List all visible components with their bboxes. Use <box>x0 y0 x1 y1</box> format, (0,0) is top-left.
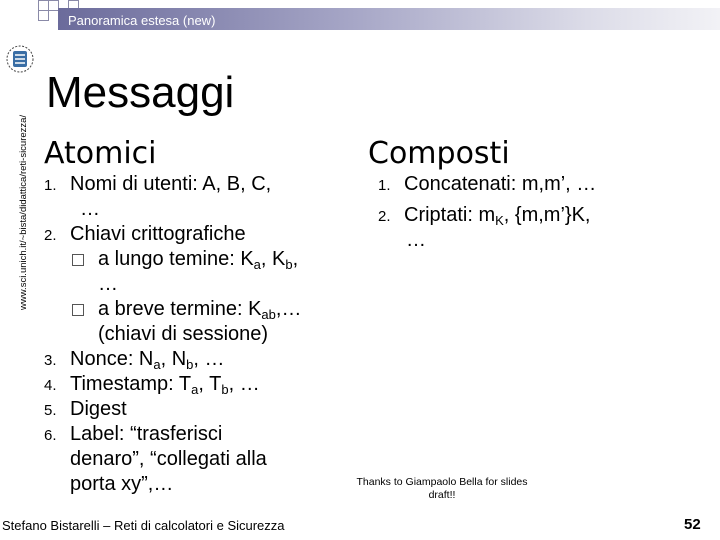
list-item: 2. Chiavi crittografiche a lungo temine: $K_a$, $K_b$, … a breve termine: $K_{ab},\dots$ (chiavi di sessione) <box>44 222 354 347</box>
atomici-heading: Atomici <box>44 136 157 171</box>
list-item: 6. Label: “trasferisci denaro”, “collegati alla porta xy”,… <box>44 423 267 495</box>
footer-credit: Thanks to Giampaolo Bella for slides draft!! <box>356 476 528 501</box>
list-item: 4. Timestamp: $T_a$, $T_b$, … <box>44 373 260 397</box>
list-item: 3. Nonce: $N_a$, $N_b$, … <box>44 348 225 372</box>
slide-title: Messaggi <box>46 68 235 117</box>
footer-author: Stefano Bistarelli – Reti di calcolatori e Sicurezza <box>2 518 285 533</box>
composti-list <box>378 172 708 253</box>
square-bullet-icon <box>72 254 84 266</box>
composti-heading: Composti <box>368 136 510 171</box>
university-seal-icon <box>4 44 36 74</box>
list-item: 5. Digest <box>44 398 127 420</box>
header-title: Panoramica estesa (new) <box>68 13 216 28</box>
list-item: 1. Nomi di utenti: A, B, C, … <box>44 173 272 220</box>
square-bullet-icon <box>72 304 84 316</box>
list-item: 1. Concatenati: m,m’, … <box>378 173 597 195</box>
sub-list-item: a lungo temine: $K_a$, $K_b$, … <box>70 247 354 297</box>
atomici-list <box>44 172 354 497</box>
vertical-site-url: www.sci.unich.it/~bista/didattica/reti-sicurezza/ <box>18 114 29 310</box>
list-item: 2. Criptati: $m_K$, {m,m’}K, … <box>378 204 591 251</box>
sub-list-item: a breve termine: $K_{ab},\dots$ (chiavi di sessione) <box>70 297 354 347</box>
page-number: 52 <box>684 516 701 533</box>
